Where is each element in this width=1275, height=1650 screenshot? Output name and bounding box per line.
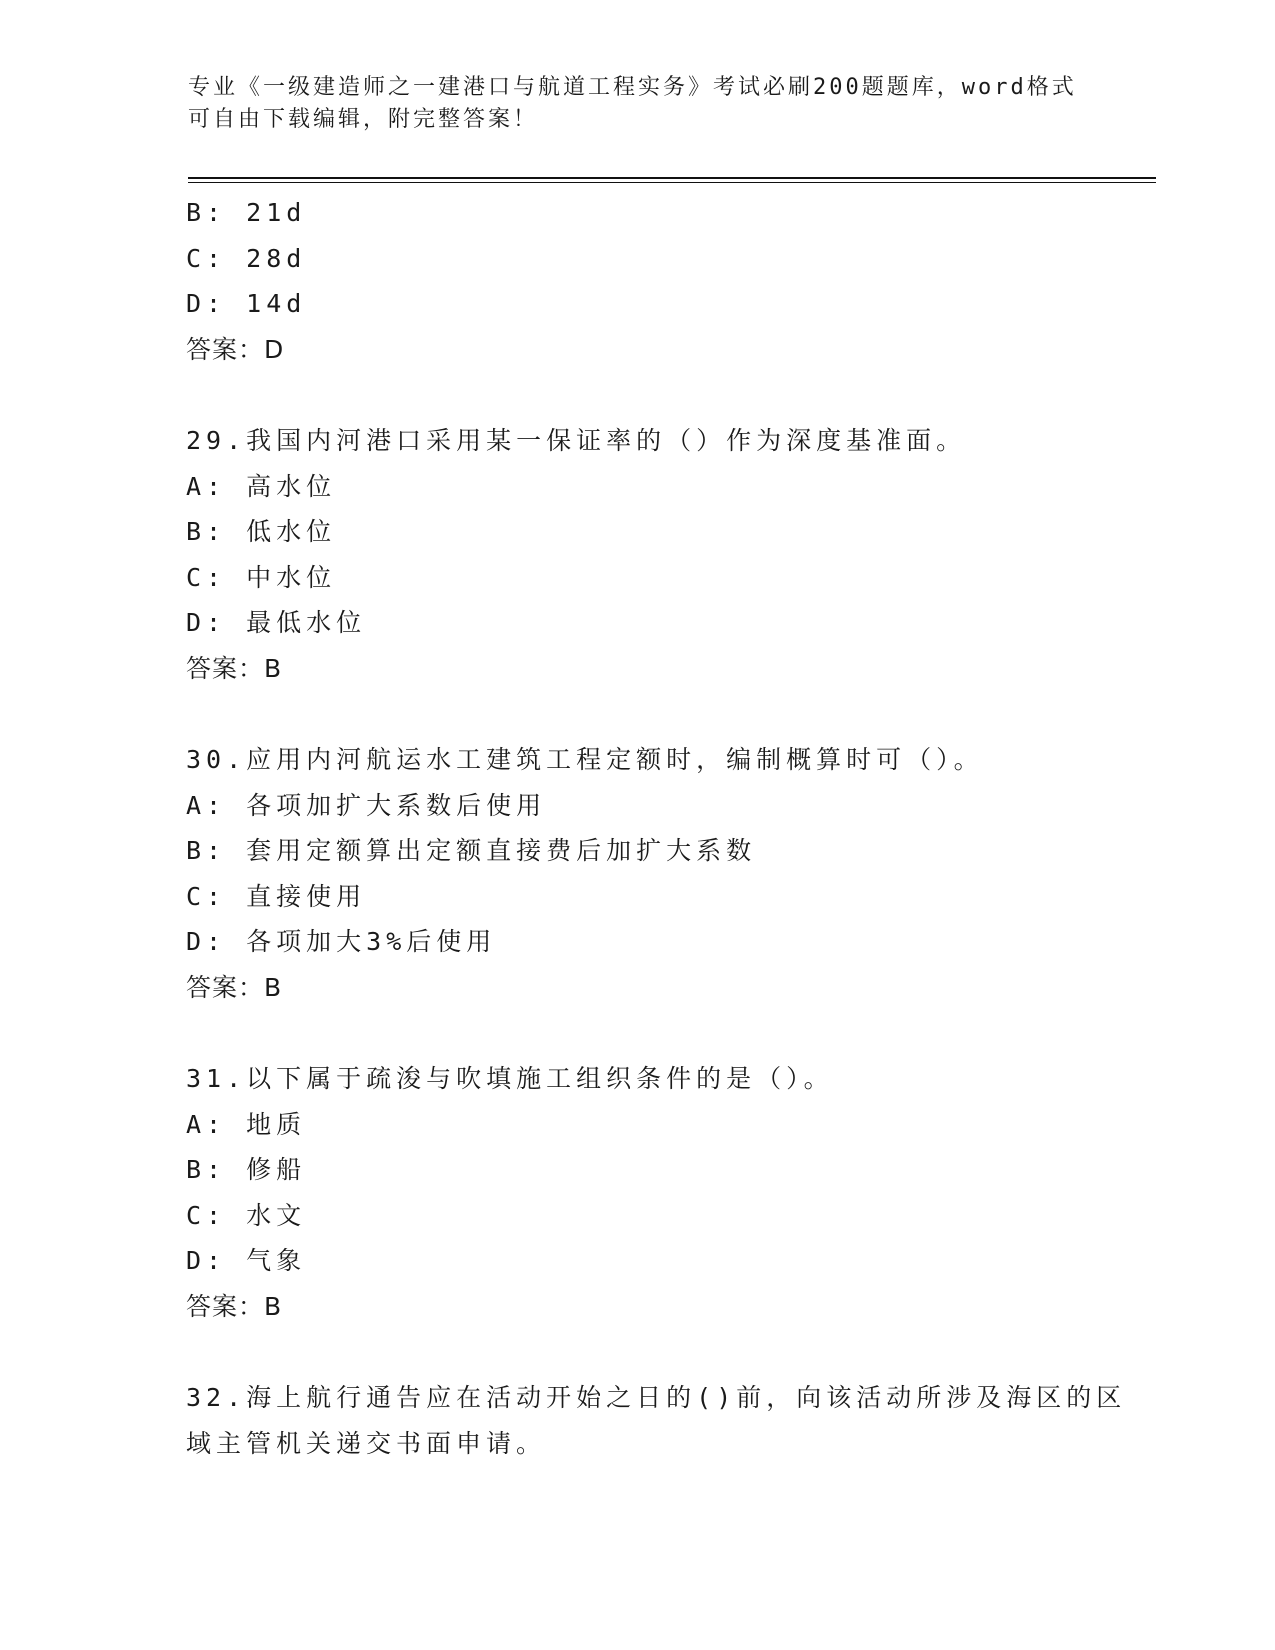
answer-line: 答案：B (186, 972, 283, 1002)
option-b: B: 套用定额算出定额直接费后加扩大系数 (186, 836, 757, 865)
document-header (188, 72, 1077, 136)
answer-line: 答案：D (186, 334, 285, 364)
option-a: A: 各项加扩大系数后使用 (186, 790, 547, 820)
question-list (186, 190, 1127, 1466)
option-c: C: 直接使用 (186, 881, 367, 911)
option-d: D: 气象 (186, 1246, 307, 1275)
option-b: B: 低水位 (186, 517, 337, 546)
option-c: C: 水文 (186, 1200, 307, 1230)
header-divider-thick (188, 177, 1156, 179)
question-stem-line-2: 域主管机关递交书面申请。 (186, 1428, 547, 1458)
header-divider-thin (188, 182, 1156, 183)
option-a: A: 高水位 (186, 471, 337, 501)
option-d: D: 各项加大3%后使用 (186, 927, 497, 956)
question-32 (186, 1375, 1127, 1466)
question-stem: 30.应用内河航运水工建筑工程定额时，编制概算时可（）。 (186, 745, 984, 774)
header-title-line-2: 可自由下载编辑，附完整答案！ (188, 107, 539, 132)
option-b: B: 修船 (186, 1155, 307, 1184)
option-a: A: 地质 (186, 1109, 307, 1139)
answer-line: 答案：B (186, 653, 283, 683)
question-stem-line-1: 32.海上航行通告应在活动开始之日的()前，向该活动所涉及海区的区 (186, 1383, 1127, 1412)
question-30 (186, 737, 1086, 1010)
question-stem: 29.我国内河港口采用某一保证率的（）作为深度基准面。 (186, 426, 967, 455)
header-title-line-1: 专业《一级建造师之一建港口与航道工程实务》考试必刷200题题库，word格式 (188, 75, 1077, 100)
option-c: C: 28d (186, 243, 307, 273)
option-d: D: 14d (186, 289, 307, 318)
question-stem: 31.以下属于疏浚与吹填施工组织条件的是（）。 (186, 1064, 834, 1093)
question-29 (186, 418, 1086, 691)
option-d: D: 最低水位 (186, 608, 367, 637)
question-31 (186, 1056, 1086, 1329)
answer-line: 答案：B (186, 1291, 283, 1321)
option-c: C: 中水位 (186, 562, 337, 592)
question-28-continued (186, 190, 1086, 372)
option-b: B: 21d (186, 198, 307, 227)
